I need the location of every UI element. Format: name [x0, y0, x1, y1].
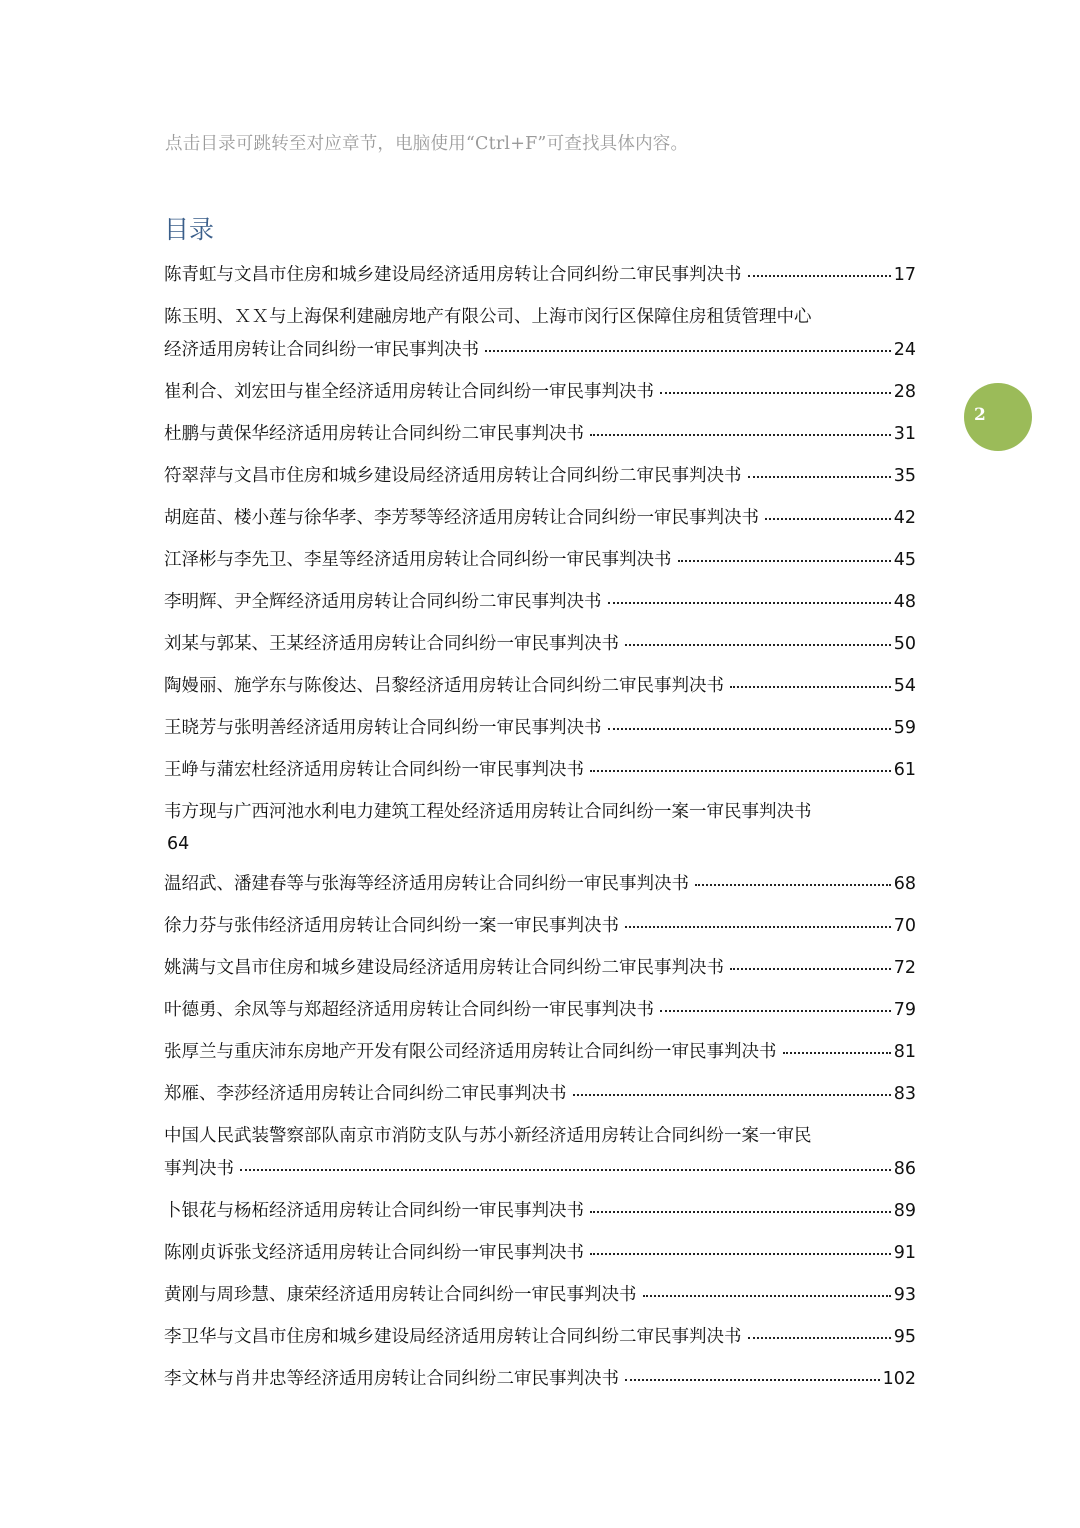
- dot-leader: [625, 1377, 880, 1381]
- dot-leader: [573, 1092, 891, 1096]
- dot-leader: [240, 1167, 891, 1171]
- toc-entry-title: 陶嫚丽、施学东与陈俊达、吕黎经济适用房转让合同纠纷二审民事判决书: [164, 676, 724, 696]
- dot-leader: [643, 1293, 891, 1297]
- toc-entry-title: 李文林与肖井忠等经济适用房转让合同纠纷二审民事判决书: [164, 1369, 619, 1389]
- toc-entry-title: 黄刚与周珍慧、康荣经济适用房转让合同纠纷一审民事判决书: [164, 1285, 637, 1305]
- toc-entry[interactable]: [164, 750, 916, 792]
- toc-entry-page-number: 45: [893, 550, 916, 570]
- toc-entry[interactable]: [164, 624, 916, 666]
- toc-entry-page-number: 35: [893, 466, 916, 486]
- toc-entry-page-number: 79: [893, 1000, 916, 1020]
- toc-entry[interactable]: [164, 1317, 916, 1359]
- toc-entry[interactable]: [164, 792, 916, 864]
- toc-entry-page-number: 24: [893, 340, 916, 360]
- toc-entry-title-line1: 陈玉明、ＸＸ与上海保利建融房地产有限公司、上海市闵行区保障住房租赁管理中心: [164, 307, 812, 327]
- toc-entry-title: 刘某与郭某、王某经济适用房转让合同纠纷一审民事判决书: [164, 634, 619, 654]
- toc-entry-title: 陈青虹与文昌市住房和城乡建设局经济适用房转让合同纠纷二审民事判决书: [164, 265, 742, 285]
- toc-entry-title: 经济适用房转让合同纠纷一审民事判决书: [164, 340, 479, 360]
- toc-entry-title: 事判决书: [164, 1159, 234, 1179]
- dot-leader: [730, 684, 891, 688]
- toc-entry-page-number: 64: [167, 834, 190, 854]
- toc-heading: 目录: [164, 215, 215, 244]
- toc-entry-page-number: 86: [893, 1159, 916, 1179]
- toc-entry-page-number: 68: [893, 874, 916, 894]
- toc-entry[interactable]: [164, 708, 916, 750]
- toc-entry-title: 叶德勇、余凤等与郑超经济适用房转让合同纠纷一审民事判决书: [164, 1000, 654, 1020]
- toc-entry-page-number: 54: [893, 676, 916, 696]
- dot-leader: [608, 600, 891, 604]
- toc-entry-page-number: 59: [893, 718, 916, 738]
- table-of-contents: [164, 255, 916, 1401]
- toc-entry-title: 江泽彬与李先卫、李星等经济适用房转让合同纠纷一审民事判决书: [164, 550, 672, 570]
- toc-entry-page-number: 61: [893, 760, 916, 780]
- toc-entry-page-number: 95: [893, 1327, 916, 1347]
- toc-entry-page-number: 48: [893, 592, 916, 612]
- toc-entry[interactable]: [164, 498, 916, 540]
- toc-entry-page-number: 70: [893, 916, 916, 936]
- toc-entry[interactable]: [164, 582, 916, 624]
- toc-entry-page-number: 42: [893, 508, 916, 528]
- dot-leader: [660, 1008, 891, 1012]
- toc-entry-title: 温绍武、潘建春等与张海等经济适用房转让合同纠纷一审民事判决书: [164, 874, 689, 894]
- dot-leader: [748, 273, 891, 277]
- dot-leader: [625, 924, 891, 928]
- toc-entry[interactable]: [164, 906, 916, 948]
- toc-entry[interactable]: [164, 1032, 916, 1074]
- toc-entry-title-line1: 韦方现与广西河池水利电力建筑工程处经济适用房转让合同纠纷一案一审民事判决书: [164, 802, 812, 822]
- dot-leader: [695, 882, 891, 886]
- toc-entry[interactable]: [164, 1275, 916, 1317]
- toc-entry-title: 陈刚贞诉张戈经济适用房转让合同纠纷一审民事判决书: [164, 1243, 584, 1263]
- toc-entry-title: 王峥与蒲宏杜经济适用房转让合同纠纷一审民事判决书: [164, 760, 584, 780]
- toc-entry[interactable]: [164, 414, 916, 456]
- toc-entry-page-number: 72: [893, 958, 916, 978]
- toc-entry-page-number: 89: [893, 1201, 916, 1221]
- toc-entry-title: 李卫华与文昌市住房和城乡建设局经济适用房转让合同纠纷二审民事判决书: [164, 1327, 742, 1347]
- toc-entry-title: 胡庭苗、楼小莲与徐华孝、李芳琴等经济适用房转让合同纠纷一审民事判决书: [164, 508, 759, 528]
- dot-leader: [625, 642, 891, 646]
- toc-entry-page-number: 93: [893, 1285, 916, 1305]
- toc-entry[interactable]: [164, 1074, 916, 1116]
- toc-entry-title: 符翠萍与文昌市住房和城乡建设局经济适用房转让合同纠纷二审民事判决书: [164, 466, 742, 486]
- toc-entry[interactable]: [164, 297, 916, 372]
- toc-entry[interactable]: [164, 255, 916, 297]
- dot-leader: [678, 558, 891, 562]
- dot-leader: [660, 390, 891, 394]
- navigation-hint: 点击目录可跳转至对应章节，电脑使用“Ctrl+F”可查找具体内容。: [165, 134, 689, 154]
- toc-entry-page-number: 31: [893, 424, 916, 444]
- dot-leader: [765, 516, 891, 520]
- dot-leader: [485, 348, 891, 352]
- toc-entry-page-number: 50: [893, 634, 916, 654]
- toc-entry[interactable]: [164, 666, 916, 708]
- dot-leader: [590, 768, 891, 772]
- toc-entry-page-number: 81: [893, 1042, 916, 1062]
- toc-entry[interactable]: [164, 864, 916, 906]
- toc-entry-title: 李明辉、尹全辉经济适用房转让合同纠纷二审民事判决书: [164, 592, 602, 612]
- dot-leader: [748, 474, 891, 478]
- toc-entry-page-number: 91: [893, 1243, 916, 1263]
- toc-entry[interactable]: [164, 372, 916, 414]
- toc-entry-title: 卜银花与杨柘经济适用房转让合同纠纷一审民事判决书: [164, 1201, 584, 1221]
- toc-entry[interactable]: [164, 540, 916, 582]
- toc-entry-title: 杜鹏与黄保华经济适用房转让合同纠纷二审民事判决书: [164, 424, 584, 444]
- toc-entry-title: 王晓芳与张明善经济适用房转让合同纠纷一审民事判决书: [164, 718, 602, 738]
- dot-leader: [590, 432, 891, 436]
- dot-leader: [590, 1251, 891, 1255]
- dot-leader: [748, 1335, 891, 1339]
- toc-entry[interactable]: [164, 1233, 916, 1275]
- toc-entry[interactable]: [164, 1359, 916, 1401]
- toc-entry-title: 崔利合、刘宏田与崔全经济适用房转让合同纠纷一审民事判决书: [164, 382, 654, 402]
- toc-entry[interactable]: [164, 456, 916, 498]
- dot-leader: [590, 1209, 891, 1213]
- toc-entry-title: 张厚兰与重庆沛东房地产开发有限公司经济适用房转让合同纠纷一审民事判决书: [164, 1042, 777, 1062]
- dot-leader: [608, 726, 891, 730]
- toc-entry-title-line1: 中国人民武装警察部队南京市消防支队与苏小新经济适用房转让合同纠纷一案一审民: [164, 1126, 812, 1146]
- dot-leader: [730, 966, 891, 970]
- page-number-badge: 2: [964, 383, 1032, 451]
- toc-entry-page-number: 102: [882, 1369, 916, 1389]
- toc-entry-title: 郑雁、李莎经济适用房转让合同纠纷二审民事判决书: [164, 1084, 567, 1104]
- toc-entry[interactable]: [164, 1191, 916, 1233]
- toc-entry-page-number: 83: [893, 1084, 916, 1104]
- toc-entry[interactable]: [164, 948, 916, 990]
- toc-entry-title: 徐力芬与张伟经济适用房转让合同纠纷一案一审民事判决书: [164, 916, 619, 936]
- dot-leader: [783, 1050, 891, 1054]
- toc-entry-page-number: 28: [893, 382, 916, 402]
- toc-entry[interactable]: [164, 990, 916, 1032]
- toc-entry-title: 姚满与文昌市住房和城乡建设局经济适用房转让合同纠纷二审民事判决书: [164, 958, 724, 978]
- toc-entry[interactable]: [164, 1116, 916, 1191]
- toc-entry-page-number: 17: [893, 265, 916, 285]
